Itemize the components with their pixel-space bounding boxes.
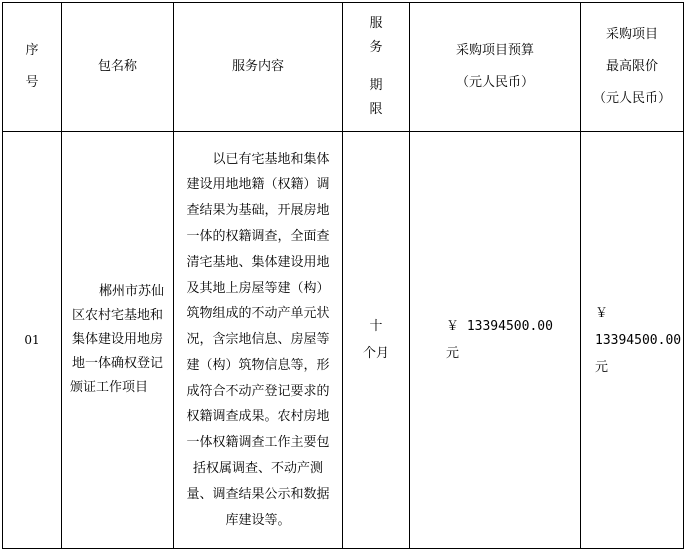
header-max-price-line-1: 采购项目: [605, 27, 658, 42]
header-period-char-4: 限: [369, 102, 383, 117]
header-budget: [410, 3, 581, 132]
header-package-name: 包名称: [62, 3, 174, 132]
cell-package-name: [62, 132, 174, 549]
cell-service-period: [343, 132, 410, 549]
budget-unit: 元: [446, 346, 460, 361]
header-service-content: 服务内容: [174, 3, 343, 132]
seq-value: 01: [24, 332, 40, 347]
cell-seq: [3, 132, 62, 549]
header-max-price-line-2: 最高限价: [605, 59, 658, 74]
header-seq-line-2: 号: [25, 75, 39, 90]
header-service-period: [343, 3, 410, 132]
max-price-amount: ￥ 13394500.00: [595, 305, 682, 348]
header-budget-line-2: （元人民币）: [455, 75, 534, 90]
cell-budget: [410, 132, 581, 549]
header-row: [3, 3, 684, 132]
cell-service-content: [174, 132, 343, 549]
service-period-line-1: 十: [369, 319, 383, 334]
cell-max-price: [581, 132, 684, 549]
header-period-char-3: 期: [369, 78, 383, 93]
header-period-char-2: 务: [369, 40, 383, 55]
service-content-text: 以已有宅基地和集体建设用地地籍（权籍）调查结果为基础，开展房地一体的权籍调查，全面查清宅基地、集体建设用地及其地上房屋等建（构）筑物组成的不动产单元状况，含宗地信息、房屋等建（构）筑物信息等，形成符合不动产登记要求的权籍调查成果。农村房地一体权籍调查工作主要包括权属调查、不动产测量、调查结果公示和数据库建设等。: [186, 151, 330, 528]
service-period-line-2: 个月: [362, 346, 389, 361]
table-row: [3, 132, 684, 549]
header-seq-line-1: 序: [25, 43, 39, 58]
header-period-char-1: 服: [369, 16, 383, 31]
max-price-unit: 元: [595, 359, 609, 375]
header-max-price-line-3: （元人民币）: [592, 91, 671, 106]
header-budget-line-1: 采购项目预算: [455, 43, 534, 58]
package-name-text: 郴州市苏仙区农村宅基地和集体建设用地房地一体确权登记颁证工作项目: [70, 284, 164, 395]
budget-amount: ￥ 13394500.00: [446, 319, 553, 334]
header-max-price: [581, 3, 684, 132]
header-seq: [3, 3, 62, 132]
procurement-table: [2, 2, 684, 549]
